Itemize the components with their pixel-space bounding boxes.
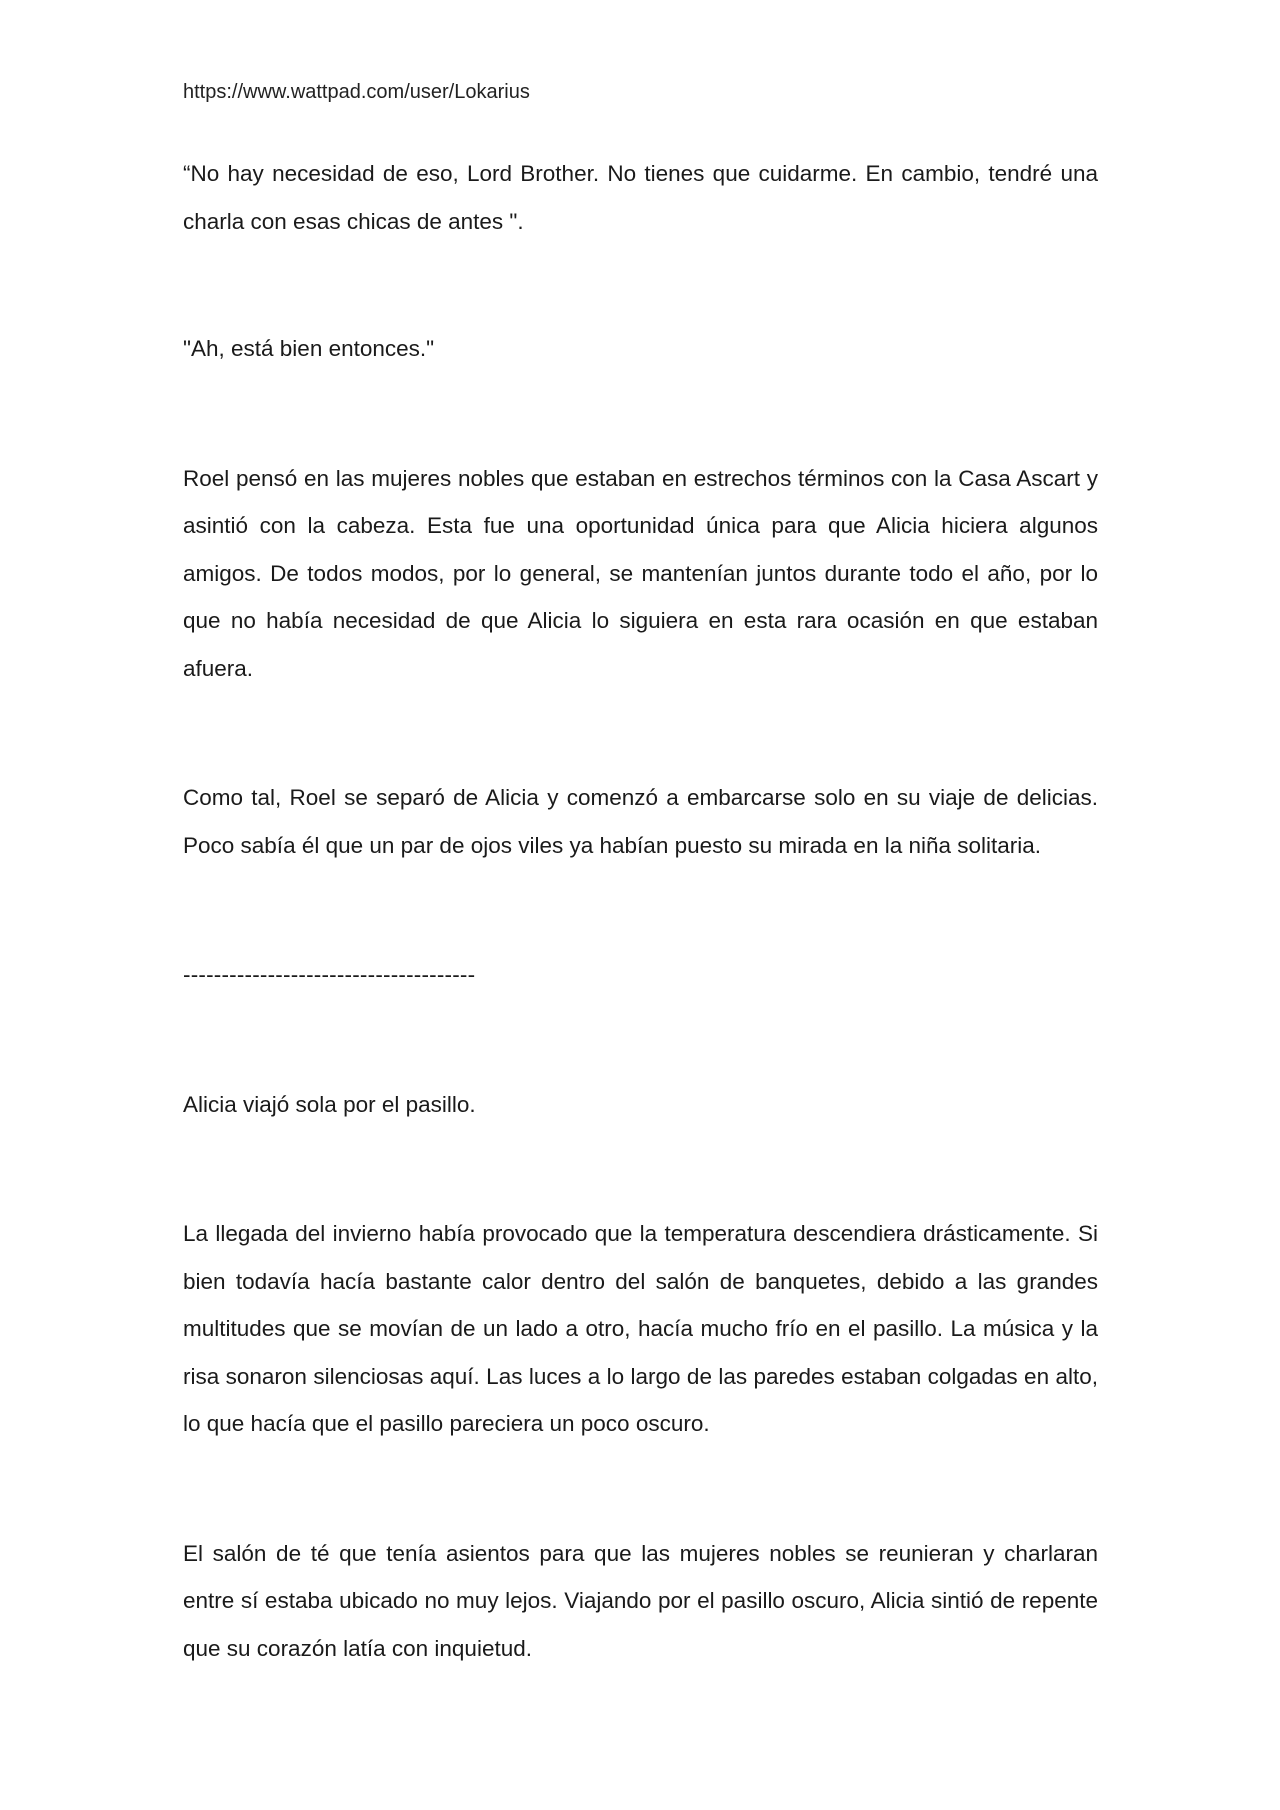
paragraph-tea-salon: El salón de té que tenía asientos para que las mujeres nobles se reunieran y charlaran entre sí estaba ubicado no muy lejos. Viajando por el pasillo oscuro, Alicia sintió de repente que su corazón latía con inquietud.	[183, 1540, 1098, 1661]
page-header-url: https://www.wattpad.com/user/Lokarius	[183, 81, 530, 103]
paragraph-winter-arrival: La llegada del invierno había provocado que la temperatura descendiera drásticamente. Si bien todavía hacía bastante calor dentro del salón de banquetes, debido a las grandes multitudes que se movían de un lado a otro, hacía mucho frío en el pasillo. La música y la risa sonaron silenciosas aquí. Las luces a lo largo de las paredes estaban colgadas en alto, lo que hacía que el pasillo pareciera un poco oscuro.	[183, 1221, 1098, 1436]
document-body	[183, 150, 1098, 1672]
paragraph-dialogue-2: "Ah, está bien entonces."	[183, 336, 435, 361]
paragraph-dialogue-1: “No hay necesidad de eso, Lord Brother. No tienes que cuidarme. En cambio, tendré una charla con esas chicas de antes ".	[183, 161, 1098, 234]
paragraph-roel-thought: Roel pensó en las mujeres nobles que estaban en estrechos términos con la Casa Ascart y asintió con la cabeza. Esta fue una oportunidad única para que Alicia hiciera algunos amigos. De todos modos, por lo general, se mantenían juntos durante todo el año, por lo que no había necesidad de que Alicia lo siguiera en esta rara ocasión en que estaban afuera.	[183, 465, 1098, 681]
paragraph-alicia-hallway: Alicia viajó sola por el pasillo.	[183, 1091, 476, 1117]
section-separator: --------------------------------------	[183, 962, 476, 987]
paragraph-roel-separates: Como tal, Roel se separó de Alicia y comenzó a embarcarse solo en su viaje de delicias. Poco sabía él que un par de ojos viles ya habían puesto su mirada en la niña solitaria.	[183, 785, 1098, 858]
